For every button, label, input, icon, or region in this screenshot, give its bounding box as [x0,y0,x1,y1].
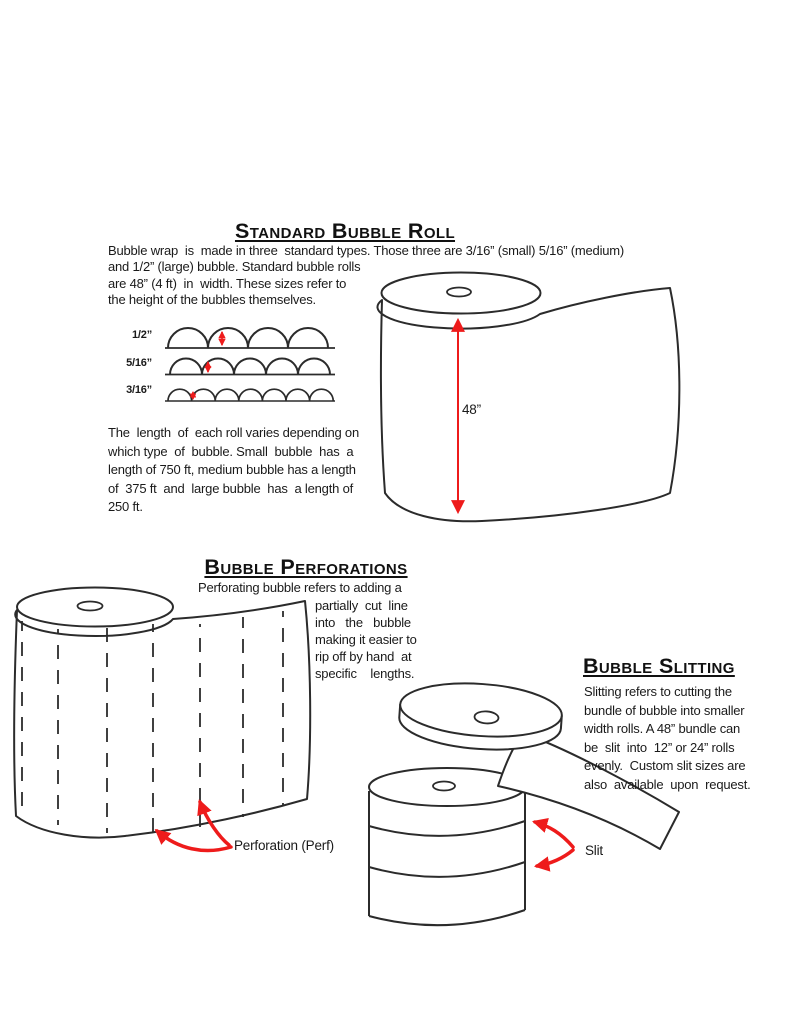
paragraph-line: are 48” (4 ft) in width. These sizes refer to [108,275,347,291]
slit-caption: Slit [585,843,603,858]
paragraph-line: length of 750 ft, medium bubble has a length [108,462,356,478]
slit-line [369,862,525,877]
paragraph-line: and 1/2” (large) bubble. Standard bubble rolls [108,259,361,275]
paragraph-line: Bubble wrap is made in three standard types. Those three are 3/16” (small) 5/16” (medium) [108,243,625,258]
bubble-size-label-3-16-inch: 3/16” [126,384,152,396]
perforations-title: Bubble Perforations [204,555,408,579]
bubble-size-label-half-inch: 1/2” [132,329,152,341]
standard-intro-paragraph [108,243,624,309]
bubble-size-label-5-16-inch: 5/16” [126,357,152,369]
paragraph-line: of 375 ft and large bubble has a length of [108,480,354,496]
perforated-roll-illustration [14,588,310,851]
bubble-height-diagram [165,328,335,401]
paragraph-line: width rolls. A 48” bundle can [584,721,741,737]
paragraph-line: partially cut line [315,598,408,613]
bubbles-medium [170,359,330,375]
paragraph-line: which type of bubble. Small bubble has a [108,443,354,459]
paragraph-line: bundle of bubble into smaller [584,702,745,718]
slit-line [369,821,525,836]
roll-core [78,602,103,611]
paragraph-line: into the bubble [315,615,411,630]
stack-bottom [369,910,525,925]
paragraph-line: making it easier to [315,632,417,647]
roll-width-label: 48” [462,402,481,417]
perforations-paragraph-column [315,597,417,682]
slit-arrows [535,822,573,866]
slitting-title: Bubble Slitting [583,654,735,678]
paragraph-line: also available upon request. [584,776,751,792]
paragraph-line: 250 ft. [108,499,143,515]
paragraph-line: rip off by hand at [315,649,412,664]
paragraph-line: be slit into 12” or 24” rolls [584,739,735,755]
roll-length-paragraph [108,424,359,517]
paragraph-line: evenly. Custom slit sizes are [584,758,746,774]
tilted-slit-roll [397,678,563,754]
slitting-paragraph [584,683,751,795]
paragraph-line: specific lengths. [315,666,415,681]
roll-body [377,288,679,521]
standard-roll-title: Standard Bubble Roll [234,219,456,243]
perforation-caption: Perforation (Perf) [234,838,334,853]
perforations-paragraph-line: Perforating bubble refers to adding a [198,580,402,595]
paragraph-line: Slitting refers to cutting the [584,684,732,699]
paragraph-line: the height of the bubbles themselves. [108,292,316,308]
paragraph-line: The length of each roll varies depending on [108,425,359,440]
bubbles-large [168,328,328,348]
standard-roll-illustration [377,273,679,522]
slit-roll-stack [369,768,525,925]
